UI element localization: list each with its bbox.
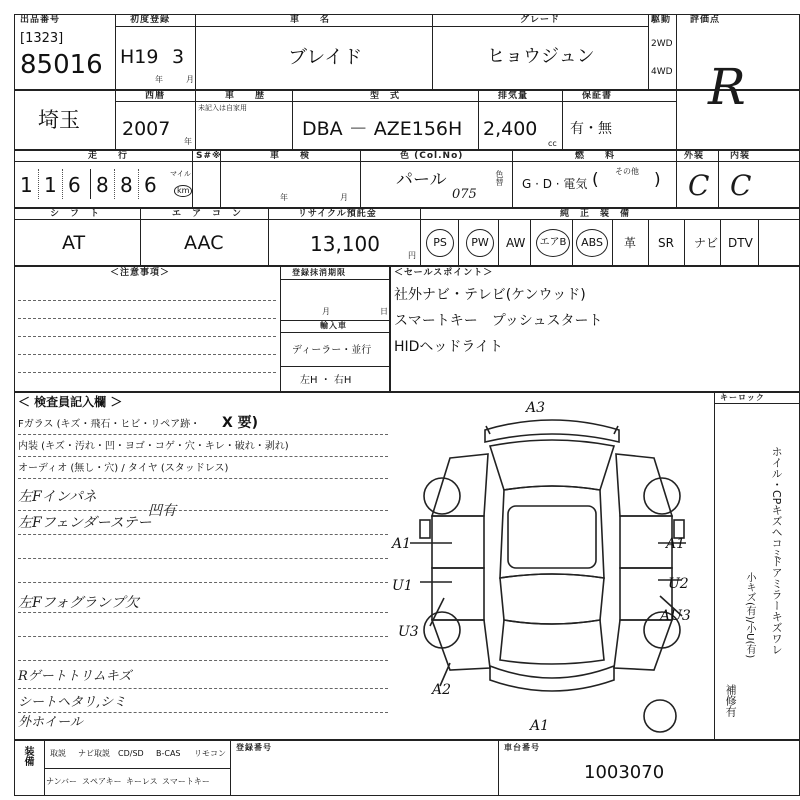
hand-note-5: シートヘタリ,シミ [18,695,127,710]
footer-equip-label: 装備 [22,746,33,766]
car-name-label: 車 名 [290,15,331,25]
side-note-1: ホイル・CPキズヘコミ [770,446,784,560]
reg-month: 月 [322,307,330,316]
right-front-fender [616,454,672,516]
side-note-4: 補修有 [724,684,738,717]
recycle-fee: 13,100 [310,232,380,256]
displacement: 2,400 [483,118,538,140]
eval-label: 評価点 [690,15,721,25]
recycle-label: リサイクル預託金 [298,209,377,219]
equip-pw: PW [466,229,494,257]
hand-note-2: 左Fフェンダーステー [18,515,152,531]
mile-unit: マイル [170,170,191,178]
displacement-unit: cc [548,139,557,148]
caution-label: ＜注意事項＞ [110,268,171,278]
s-label: S#※ [196,151,222,161]
fuel-bracket-close: ) [654,170,661,190]
chassis-label: 車台番号 [504,743,540,752]
shift: AT [62,232,86,254]
color: パール [396,170,447,190]
sales-point-3: HIDヘッドライト [394,339,504,355]
footer-item: キーレス [126,777,158,786]
left-rear-fender [432,620,490,670]
hand-note-extra: 凹有 [148,503,176,519]
displacement-label: 排気量 [498,91,529,101]
fuel: G · D · 電気 [522,177,588,191]
mileage-digit: 1 [20,173,33,197]
audio-line: オーディオ (無し・穴) / タイヤ (スタッドレス) [18,463,229,474]
warranty-label: 保証書 [582,91,613,101]
front-bumper [485,420,619,442]
ac: AAC [184,232,224,254]
model-year: 2007 [122,118,171,140]
interior-score: C [730,169,752,202]
mileage-digit: 8 [96,173,109,197]
equip-ps: PS [426,229,454,257]
side-note-3: ドアミラーキズワレ [770,556,784,655]
hand-note-3: 左Fフォグランプ欠 [18,595,140,611]
mark-a2: A2 [432,682,452,698]
drive-4wd: 4WD [651,67,673,77]
mark-au3: AU3 [660,608,691,624]
reg-day: 日 [380,307,388,316]
exterior-score: C [688,169,710,202]
side-note-2: 小キズ(有)/小U(有) [744,572,755,659]
left-mirror [420,520,430,538]
shift-label: シ フ ト [50,209,101,219]
mileage-digit: 6 [144,173,157,197]
model-year-unit: 年 [184,137,192,146]
footer-item: ナビ取説 [78,749,110,758]
sales-point-1: 社外ナビ・テレビ(ケンウッド) [394,287,586,303]
mark-a1-bottom: A1 [530,718,550,734]
glass-mark: X 要) [222,415,259,431]
equip-abs: ABS [576,229,608,257]
color-label: 色 (Col.No) [400,151,464,161]
color-code: 075 [452,187,477,202]
inspector-title: ＜ 検査員記入欄 ＞ [18,395,123,409]
fuel-other: その他 [615,167,639,176]
footer-items-row1 [44,740,230,768]
equip-airbag: エアB [536,229,570,257]
equip-sr: SR [658,236,674,250]
hand-note-4: Rゲートトリムキズ [18,669,132,684]
import-label: 輸入車 [320,321,347,330]
mileage-label: 走 行 [88,151,129,161]
grade-label: グレード [520,15,561,25]
model-code: DBA － AZE156H [302,118,463,140]
reg-no-label: 登録番号 [236,743,272,752]
roof [508,506,596,568]
chassis-number: 1003070 [584,762,665,783]
keylock-label: キーロック [720,393,765,402]
interior-line: 内装 (キズ・汚れ・凹・ヨゴ・コゲ・穴・キレ・破れ・剥れ) [18,441,289,452]
steering-side: 左H ・ 右H [300,375,352,386]
mileage-digit: 6 [68,173,81,197]
mark-u3: U3 [398,624,419,640]
exterior-label: 外装 [684,151,705,161]
mileage-digits [14,161,192,208]
footer-item: B-CAS [156,749,181,758]
rear-window [500,574,604,624]
footer-item: リモコン [194,749,226,758]
warranty: 有・無 [570,121,612,137]
year-unit: 年 [155,75,163,84]
first-reg-label: 初度登録 [130,15,171,25]
car-name: ブレイド [288,46,363,68]
right-rear-fender [614,620,672,670]
equip-leather: 革 [624,236,637,250]
hood [490,440,614,490]
mark-u1: U1 [392,578,413,594]
fuel-bracket: ( [592,170,599,190]
mark-a3: A3 [526,400,546,416]
mileage-digit: 8 [120,173,133,197]
lot-number: 85016 [20,50,103,80]
mark-a1-right: A1 [666,536,686,552]
first-reg-era: H19 [120,46,159,68]
hand-note-1: 左Fインパネ [18,489,97,505]
footer-item: 取説 [50,749,66,758]
recycle-unit: 円 [408,251,416,260]
mark-a1-left: A1 [392,536,412,552]
fuel-label: 燃 料 [575,151,616,161]
model-label: 型 式 [370,91,401,101]
ac-label: エ ア コ ン [172,209,243,219]
region: 埼玉 [38,108,80,132]
km-unit: km [174,185,192,197]
left-front-fender [432,454,488,516]
first-reg-month: 3 [172,46,185,68]
inspect-month: 月 [340,193,348,202]
spare-wheel [644,700,676,732]
footer-item: スペアキー [82,777,122,786]
footer-item: CD/SD [118,749,144,758]
equip-navi: ナビ [694,236,719,250]
grade: ヒョウジュン [487,46,595,67]
equipment-row [420,219,800,266]
history-note: 未記入は自家用 [198,104,247,112]
cabin [500,486,604,578]
inspection-label: 車 検 [270,151,311,161]
left-front-door [432,516,484,568]
interior-label: 内装 [730,151,751,161]
sales-label: ＜セールスポイント＞ [394,268,494,278]
drive-label: 駆動 [651,15,672,25]
reg-deadline-label: 登録抹消期限 [292,268,346,277]
equip-aw: AW [506,236,526,250]
history-label: 車 歴 [225,91,266,101]
mark-u2: U2 [668,576,689,592]
car-diagram [390,398,714,738]
inspect-year: 年 [280,193,288,202]
wheel-rl [424,612,460,648]
color-change: 色替 [495,170,504,186]
sales-point-2: スマートキー プッシュスタート [394,313,603,329]
footer-items-row2 [44,768,230,796]
footer-item: スマートキー [162,777,210,786]
equip-dtv: DTV [728,236,753,250]
right-front-door [620,516,672,568]
listing-no: [1323] [20,31,64,46]
eval-score: R [708,58,746,116]
equip-label: 純 正 装 備 [560,209,631,219]
footer-item: ナンバー [46,777,78,786]
listing-no-label: 出品番号 [20,15,61,25]
dealer-parallel: ディーラー・並行 [292,345,372,356]
glass-line: Fガラス (キズ・飛石・ヒビ・リペア跡・ [18,419,201,430]
hand-note-6: 外ホイール [18,715,83,730]
month-unit: 月 [186,75,194,84]
year-label: 西暦 [145,91,166,101]
notes-frame [14,266,800,392]
mileage-digit: 1 [44,173,57,197]
trunk [500,620,604,664]
drive-2wd: 2WD [651,39,673,49]
rear-bumper [490,666,614,691]
